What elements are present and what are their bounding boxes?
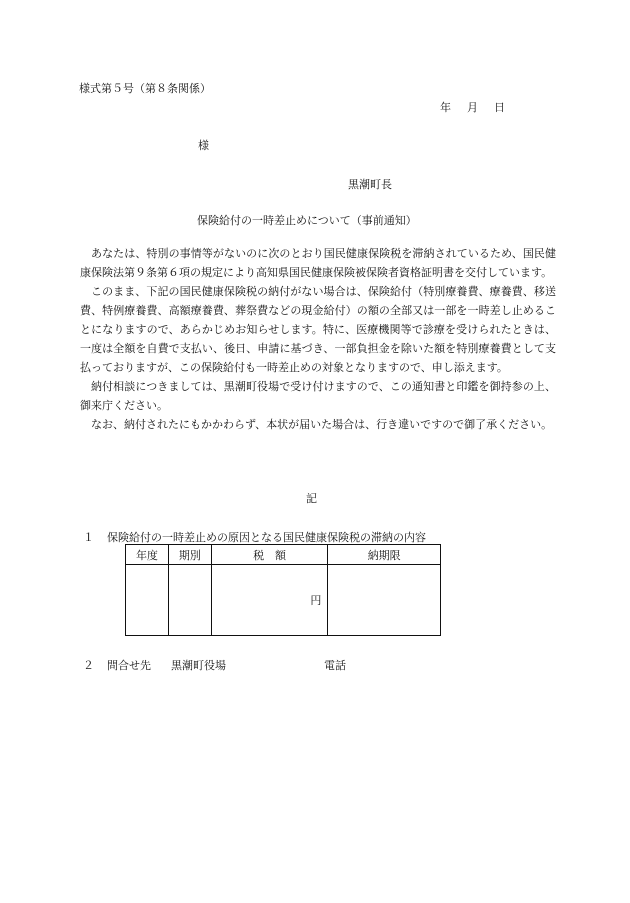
issue-date (440, 99, 505, 115)
contact-phone-label: 電話 (324, 659, 346, 672)
table-header-row (126, 545, 441, 565)
column-header-period: 期別 (168, 545, 211, 565)
table-row (126, 565, 441, 636)
item-contact (83, 657, 346, 673)
column-header-tax-amount: 税 額 (211, 545, 328, 565)
date-year-label: 年 (440, 101, 451, 114)
item-arrears-heading (83, 529, 426, 545)
item-number: １ (83, 531, 94, 544)
notice-body (80, 244, 556, 434)
date-month-label: 月 (467, 101, 478, 114)
item-label: 問合せ先 (107, 659, 151, 672)
column-header-due-date: 納期限 (328, 545, 441, 565)
paragraph: このまま、下記の国民健康保険税の納付がない場合は、保険給付（特別療養費、療養費、移送費、特例療養費、高額療養費、葬祭費などの現金給付）の額の全部又は一部を一時差し止めることになりますので、あらかじめお知らせします。特に、医療機関等で診療を受けられたときは、一度は全額を自費で支払い、後日、申請に基づき、一部負担金を除いた額を特別療養費として支払っておりますが、この保険給付も一時差止めの対象となりますので、申し添えます。 (80, 285, 556, 374)
ki-heading: 記 (306, 492, 317, 505)
paragraph: 納付相談につきましては、黒潮町役場で受け付けますので、この通知書と印鑑を御持参の上、御来庁ください。 (80, 380, 556, 412)
column-header-fiscal-year: 年度 (126, 545, 169, 565)
tax-amount-cell[interactable]: 円 (211, 565, 328, 636)
form-number: 様式第５号（第８条関係） (79, 82, 211, 95)
document-title: 保険給付の一時差止めについて（事前通知） (197, 214, 417, 227)
fiscal-year-cell[interactable] (126, 565, 169, 636)
arrears-table (125, 544, 441, 636)
contact-office: 黒潮町役場 (171, 659, 226, 672)
due-date-cell[interactable] (328, 565, 441, 636)
paragraph: なお、納付されたにもかかわらず、本状が届いた場合は、行き違いですので御了承ください。 (91, 418, 553, 431)
period-cell[interactable] (168, 565, 211, 636)
paragraph: あなたは、特別の事情等がないのに次のとおり国民健康保険税を滞納されているため、国民健康保険法第９条第６項の規定により高知県国民健康保険被保険者資格証明書を交付しています。 (80, 247, 556, 279)
date-day-label: 日 (494, 101, 505, 114)
recipient-name: 様 (198, 139, 209, 152)
item-label: 保険給付の一時差止めの原因となる国民健康保険税の滞納の内容 (107, 531, 426, 544)
sender-name: 黒潮町長 (348, 178, 392, 191)
item-number: ２ (83, 659, 94, 672)
